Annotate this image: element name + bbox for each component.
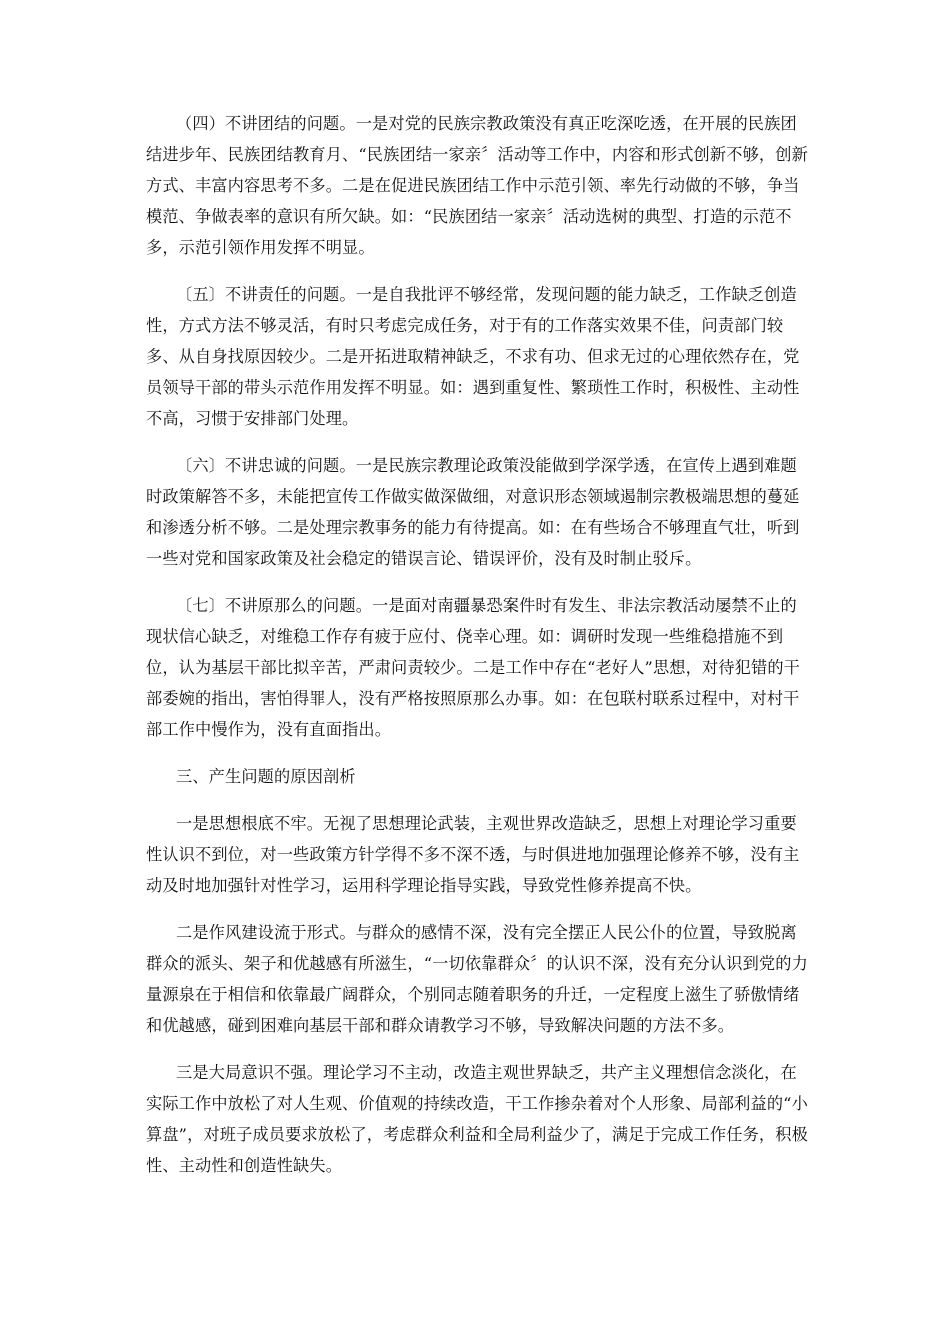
paragraph-text: 一是思想根底不牢。无视了思想理论武装，主观世界改造缺乏，思想上对理论学习重要性认识不到位，对一些政策方针学得不多不深不透，与时俱进地加强理论修养不够，没有主动及时地加强针对性学习，运用科学理论指导实践，导致党性修养提高不快。 <box>146 814 800 895</box>
paragraph-cause-3 <box>146 1057 808 1181</box>
paragraph-text: 〔六〕不讲忠诚的问题。一是民族宗教理论政策没能做到学深学透，在宣传上遇到难题时政策解答不多，未能把宣传工作做实做深做细，对意识形态领域遏制宗教极端思想的蔓延和渗透分析不够。二是处理宗教事务的能力有待提高。如：在有些场合不够理直气壮，听到一些对党和国家政策及社会稳定的错误言论、错误评价，没有及时制止驳斥。 <box>146 456 800 568</box>
paragraph-text: （四）不讲团结的问题。一是对党的民族宗教政策没有真正吃深吃透，在开展的民族团结进步年、民族团结教育月、“民族团结一家亲〞活动等工作中，内容和形式创新不够，创新方式、丰富内容思考不多。二是在促进民族团结工作中示范引领、率先行动做的不够，争当模范、争做表率的意识有所欠缺。如：“民族团结一家亲〞活动选树的典型、打造的示范不多，示范引领作用发挥不明显。 <box>146 114 808 257</box>
paragraph-issue-7 <box>146 590 808 745</box>
paragraph-cause-2 <box>146 917 808 1041</box>
paragraph-text: 二是作风建设流于形式。与群众的感情不深，没有完全摆正人民公仆的位置，导致脱离群众的派头、架子和优越感有所滋生，“一切依靠群众〞的认识不深，没有充分认识到党的力量源泉在于相信和依靠最广阔群众，个别同志随着职务的升迁，一定程度上滋生了骄傲情绪和优越感，碰到困难向基层干部和群众请教学习不够，导致解决问题的方法不多。 <box>146 923 808 1035</box>
paragraph-issue-6 <box>146 450 808 574</box>
paragraph-issue-4 <box>146 108 808 263</box>
paragraph-text: 〔五〕不讲责任的问题。一是自我批评不够经常，发现问题的能力缺乏，工作缺乏创造性，方式方法不够灵活，有时只考虑完成任务，对于有的工作落实效果不佳，问责部门较多、从自身找原因较少。二是开拓进取精神缺乏，不求有功、但求无过的心理依然存在，党员领导干部的带头示范作用发挥不明显。如：遇到重复性、繁琐性工作时，积极性、主动性不高，习惯于安排部门处理。 <box>146 285 800 428</box>
paragraph-text: 〔七〕不讲原那么的问题。一是面对南疆暴恐案件时有发生、非法宗教活动屡禁不止的现状信心缺乏，对维稳工作存有疲于应付、侥幸心理。如：调研时发现一些维稳措施不到位，认为基层干部比拟辛苦，严肃问责较少。二是工作中存在“老好人”思想，对待犯错的干部委婉的指出，害怕得罪人，没有严格按照原那么办事。如：在包联村联系过程中，对村干部工作中慢作为，没有直面指出。 <box>146 596 801 739</box>
document-page <box>146 108 808 1197</box>
paragraph-issue-5 <box>146 279 808 434</box>
paragraph-text: 三是大局意识不强。理论学习不主动，改造主观世界缺乏，共产主义理想信念淡化，在实际工作中放松了对人生观、价值观的持续改造，干工作掺杂着对个人形象、局部利益的“小算盘”，对班子成员要求放松了，考虑群众利益和全局利益少了，满足于完成工作任务，积极性、主动性和创造性缺失。 <box>146 1063 808 1175</box>
section-heading: 三、产生问题的原因剖析 <box>176 767 356 786</box>
paragraph-cause-1 <box>146 808 808 901</box>
